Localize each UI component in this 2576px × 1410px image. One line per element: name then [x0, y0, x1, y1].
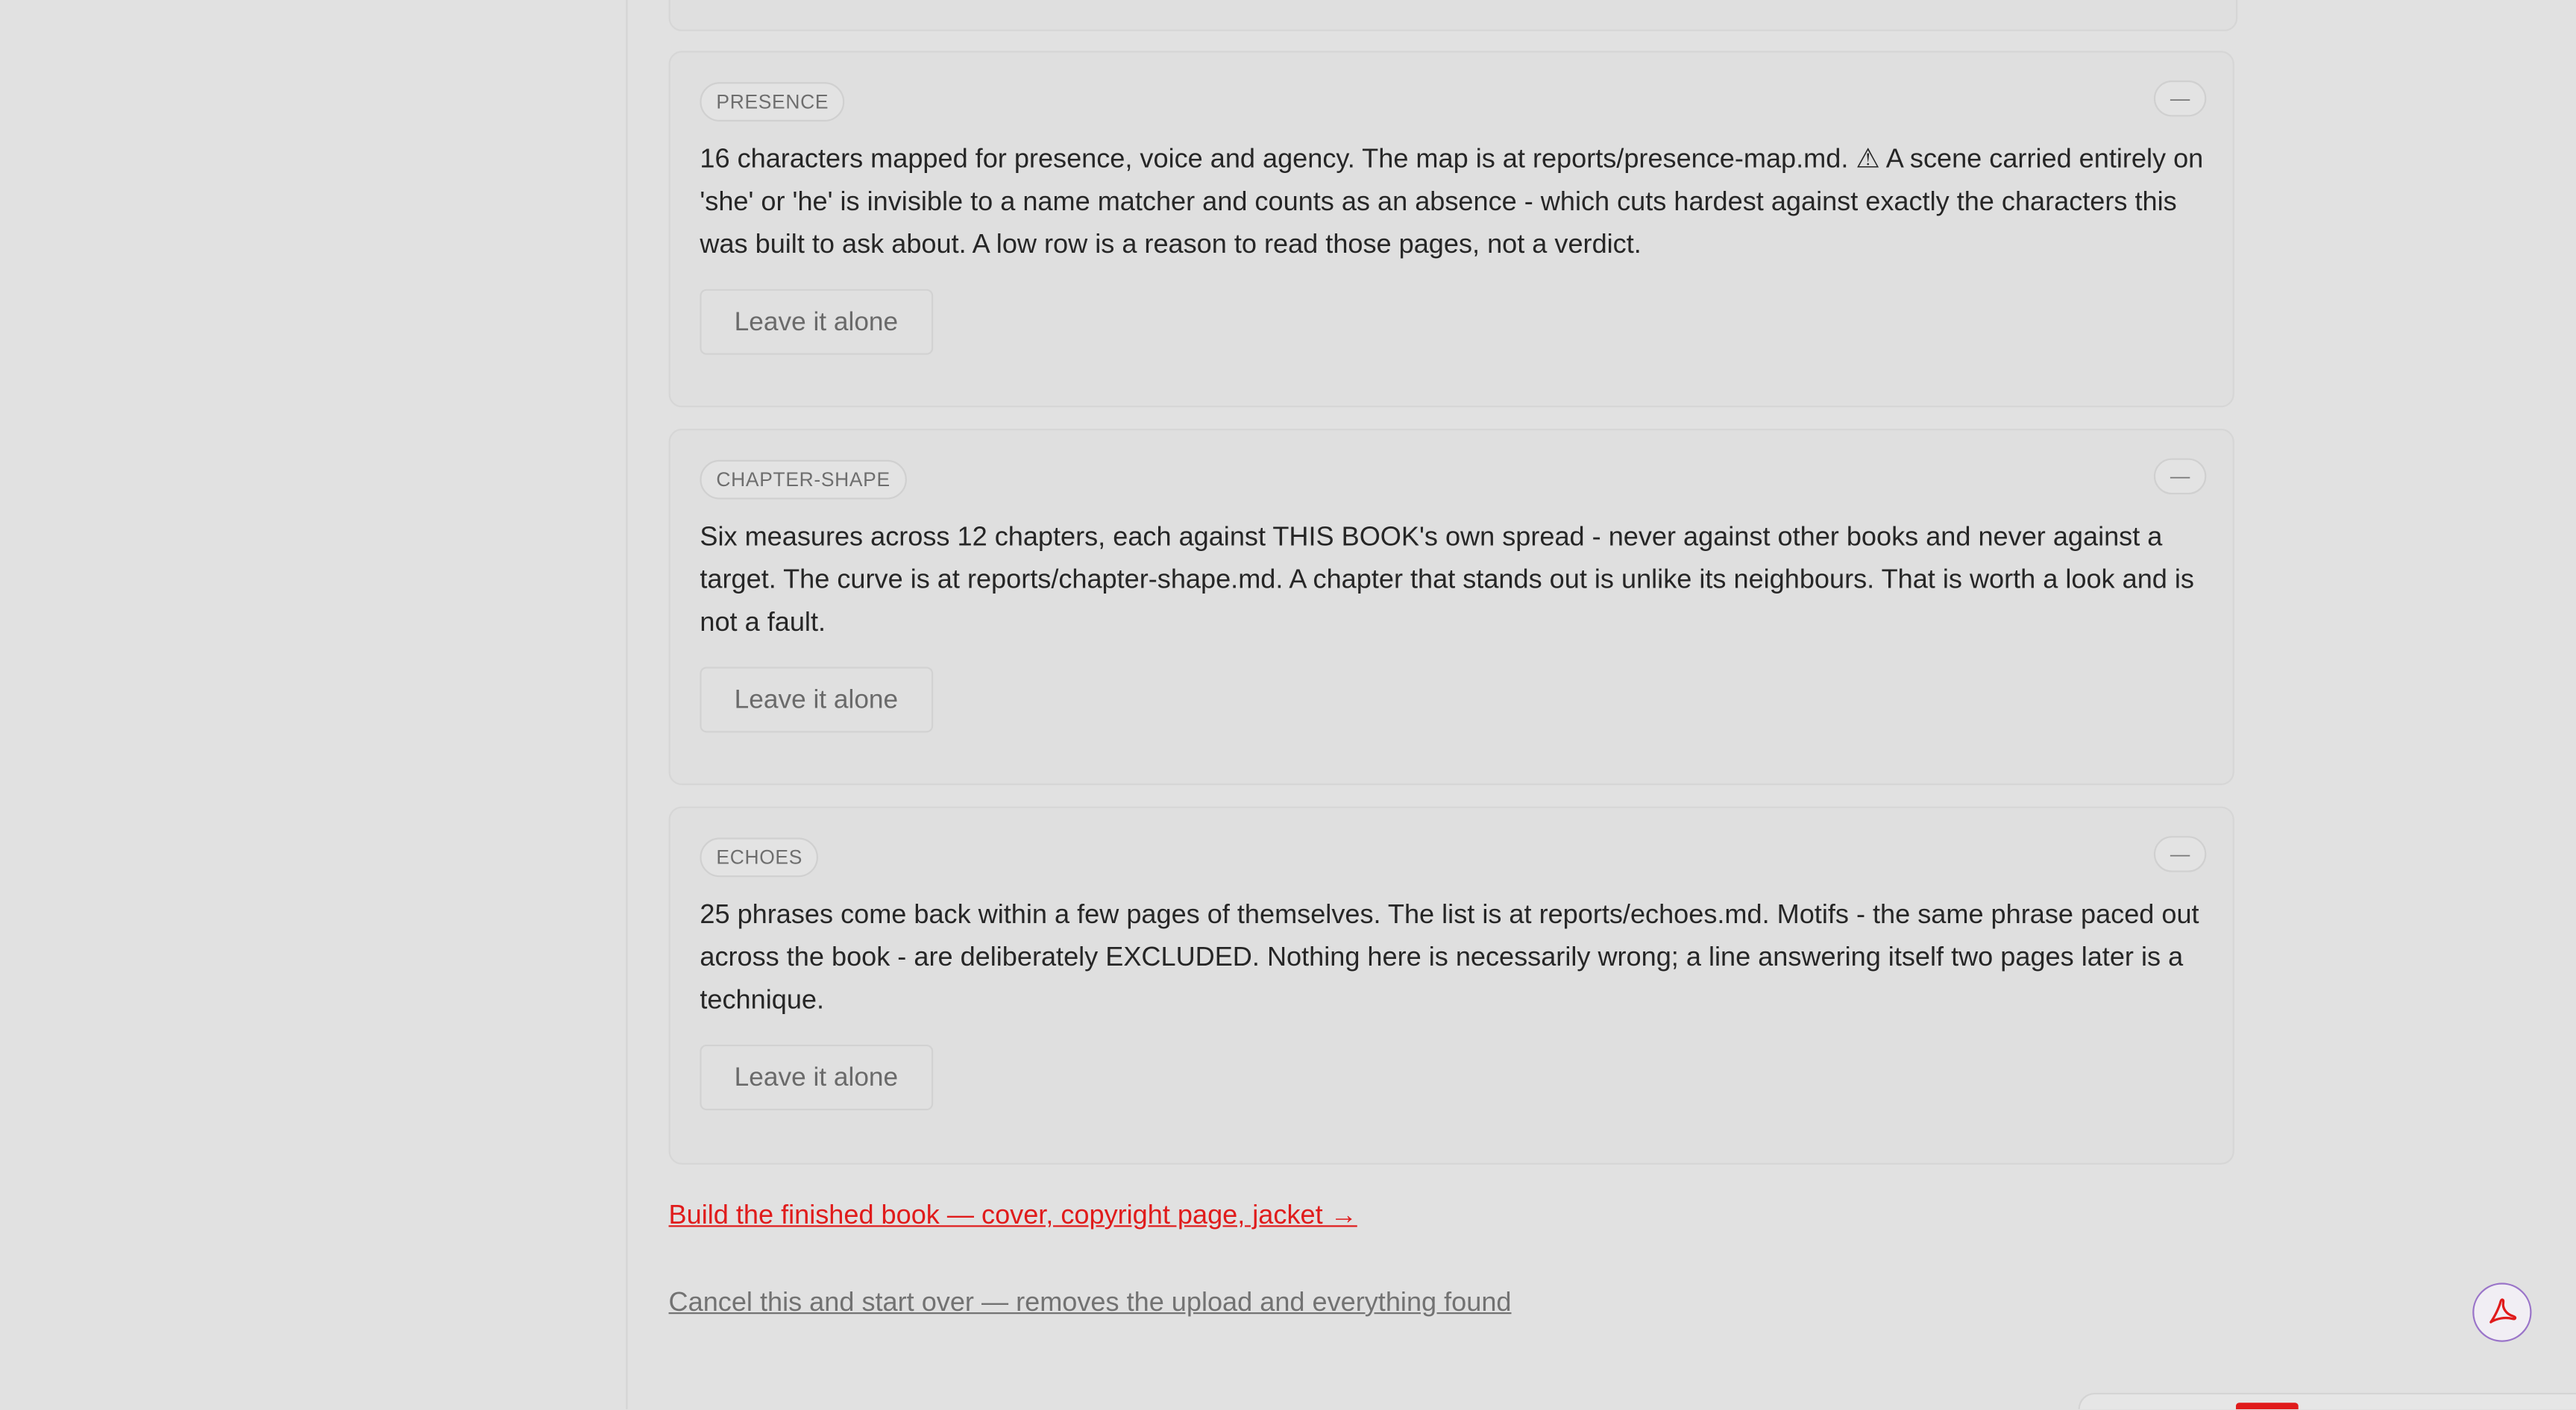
- leave-it-alone-button[interactable]: Leave it alone: [700, 666, 932, 731]
- build-finished-book-link[interactable]: Build the finished book — cover, copyright page, jacket →: [668, 1200, 1357, 1230]
- card-chapter-shape: [669, 429, 2234, 785]
- minus-icon: —: [2170, 86, 2190, 110]
- adobe-acrobat-pdf-icon: [2484, 1294, 2520, 1330]
- leave-it-alone-button[interactable]: Leave it alone: [700, 1044, 932, 1110]
- bottom-toolbar: [2079, 1393, 2576, 1409]
- card-body: Six measures across 12 chapters, each against THIS BOOK's own spread - never against other books and never against a target. The curve is at reports/chapter-shape.md. A chapter that stands out is unlike its neighbours. That is worth a look and is not a fault.: [700, 522, 2195, 638]
- card-body: 25 phrases come back within a few pages of themselves. The list is at reports/echoes.md. Motifs - the same phrase paced out across the book - are deliberately EXCLUDED. Nothing here is necessarily wrong; a line answering itself two pages later is a technique.: [700, 900, 2199, 1016]
- leave-it-alone-button[interactable]: Leave it alone: [700, 289, 932, 354]
- collapse-button[interactable]: [2154, 81, 2206, 116]
- previous-card-bottom: [669, 0, 2238, 31]
- card-presence: [669, 51, 2234, 407]
- card-body: 16 characters mapped for presence, voice and agency. The map is at reports/presence-map.md. ⚠ A scene carried entirely on 'she' or 'he' is invisible to a name matcher and counts as an absence - which cuts hardest against exactly the characters this was built to ask about. A low row is a reason to read those pages, not a verdict.: [700, 144, 2204, 260]
- card-echoes: [669, 807, 2234, 1165]
- sidebar: [0, 0, 627, 1409]
- collapse-button[interactable]: [2154, 459, 2206, 494]
- cancel-start-over-link[interactable]: Cancel this and start over — removes the upload and everything found: [668, 1287, 1512, 1318]
- card-tag: CHAPTER-SHAPE: [700, 460, 906, 500]
- pdf-fab-button[interactable]: [2472, 1282, 2531, 1341]
- card-tag: PRESENCE: [700, 82, 845, 122]
- minus-icon: —: [2170, 465, 2190, 488]
- card-tag: ECHOES: [700, 837, 819, 877]
- toolbar-accent: [2236, 1403, 2299, 1409]
- minus-icon: —: [2170, 843, 2190, 866]
- collapse-button[interactable]: [2154, 836, 2206, 872]
